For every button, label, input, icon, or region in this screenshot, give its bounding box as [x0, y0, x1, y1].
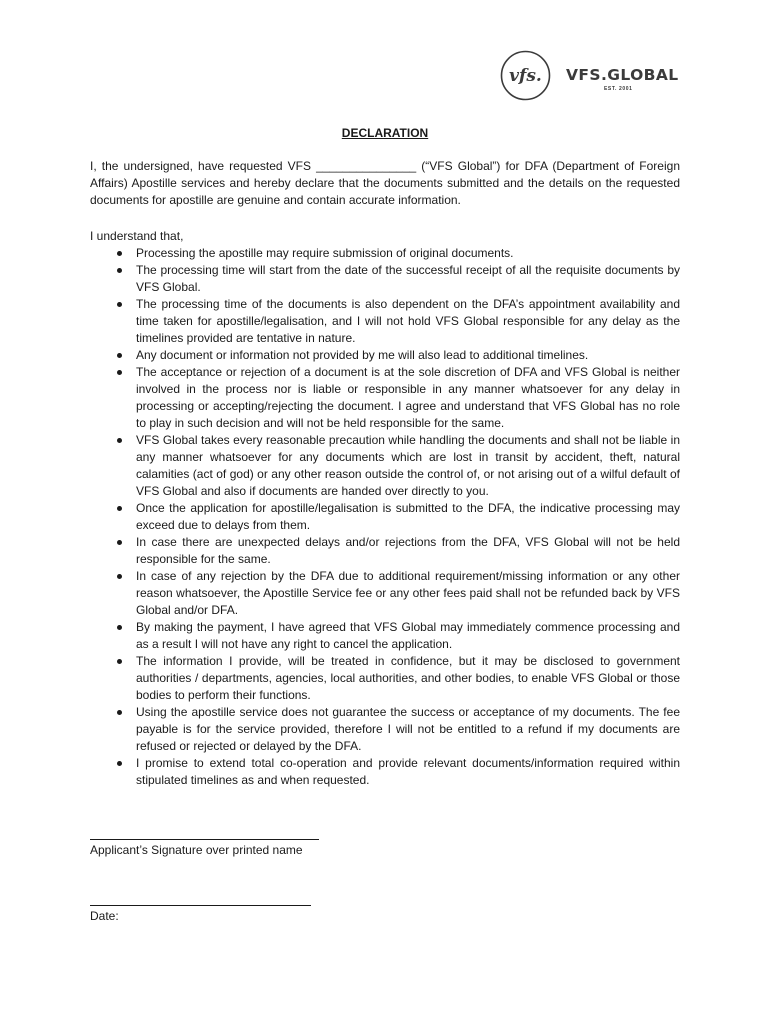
list-item-text: Once the application for apostille/legalisation is submitted to the DFA, the indicative processing may exceed due to delays from them. — [136, 501, 680, 532]
bullet-icon — [117, 761, 122, 766]
bullet-icon — [117, 574, 122, 579]
list-item — [90, 653, 680, 704]
list-item-text: I promise to extend total co-operation and provide relevant documents/information required within stipulated timelines as and when requested. — [136, 756, 680, 787]
list-item — [90, 245, 680, 262]
vfs-logo-emblem — [500, 50, 551, 101]
list-item — [90, 568, 680, 619]
list-item — [90, 347, 680, 364]
list-item — [90, 704, 680, 755]
list-item-text: By making the payment, I have agreed that VFS Global may immediately commence processing and as a result I will not have any right to cancel the application. — [136, 620, 680, 651]
list-item-text: Using the apostille service does not guarantee the success or acceptance of my documents. The fee payable is for the service provided, therefore I will not be entitled to a refund if my documents are refused or rejected or delayed by the DFA. — [136, 705, 680, 753]
bullet-icon — [117, 659, 122, 664]
bullet-icon — [117, 540, 122, 545]
list-item — [90, 296, 680, 347]
date-line — [90, 905, 311, 906]
logo-monogram: vfs. — [509, 66, 542, 86]
list-item-text: The processing time will start from the date of the successful receipt of all the requisite documents by VFS Global. — [136, 263, 680, 294]
bullet-icon — [117, 268, 122, 273]
date-label: Date: — [90, 909, 119, 923]
signature-line — [90, 839, 319, 840]
list-item — [90, 619, 680, 653]
bullet-icon — [117, 302, 122, 307]
declaration-list — [90, 245, 680, 789]
bullet-icon — [117, 625, 122, 630]
bullet-icon — [117, 370, 122, 375]
bullet-icon — [117, 710, 122, 715]
page-title: DECLARATION — [341, 126, 429, 140]
bullet-icon — [117, 353, 122, 358]
list-item-text: Any document or information not provided by me will also lead to additional timelines. — [136, 348, 589, 362]
list-item-text: Processing the apostille may require submission of original documents. — [136, 246, 514, 260]
vfs-global-logo — [500, 50, 680, 106]
logo-established: EST. 2001 — [604, 86, 633, 92]
list-item-text: The acceptance or rejection of a document is at the sole discretion of DFA and VFS Global is neither involved in the process nor is liable or responsible in any manner whatsoever for any delay in processing or accepting/rejecting the document. I agree and understand that VFS Global has no role to play in such decision and will not be held responsible for the same. — [136, 365, 680, 430]
list-item — [90, 500, 680, 534]
list-item — [90, 262, 680, 296]
bullet-icon — [117, 438, 122, 443]
understand-label: I understand that, — [90, 229, 184, 243]
list-item — [90, 364, 680, 432]
logo-wordmark: VFS.GLOBAL — [566, 66, 679, 84]
intro-paragraph: I, the undersigned, have requested VFS _______________ (“VFS Global”) for DFA (Department of Foreign Affairs) Apostille services and hereby declare that the documents submitted and the details on the requested documents for apostille are genuine and contain accurate information. — [90, 159, 680, 207]
signature-label: Applicant’s Signature over printed name — [90, 843, 303, 857]
list-item-text: The processing time of the documents is also dependent on the DFA’s appointment availability and time taken for apostille/legalisation, and I will not hold VFS Global responsible for any delay as the timelines provided are tentative in nature. — [136, 297, 680, 345]
list-item — [90, 432, 680, 500]
list-item-text: In case there are unexpected delays and/or rejections from the DFA, VFS Global will not be held responsible for the same. — [136, 535, 680, 566]
bullet-icon — [117, 251, 122, 256]
list-item-text: In case of any rejection by the DFA due to additional requirement/missing information or any other reason whatsoever, the Apostille Service fee or any other fees paid shall not be refunded back by VFS Global and/or DFA. — [136, 569, 680, 617]
list-item — [90, 534, 680, 568]
list-item-text: The information I provide, will be treated in confidence, but it may be disclosed to government authorities / departments, agencies, local authorities, and other bodies, to enable VFS Global or those bodies to perform their functions. — [136, 654, 680, 702]
list-item-text: VFS Global takes every reasonable precaution while handling the documents and shall not be liable in any manner whatsoever for any documents which are lost in transit by accident, theft, natural calamities (act of god) or any other reason outside the control of, or not arising out of a wilful default of VFS Global and also if documents are handed over directly to you. — [136, 433, 680, 498]
list-item — [90, 755, 680, 789]
bullet-icon — [117, 506, 122, 511]
